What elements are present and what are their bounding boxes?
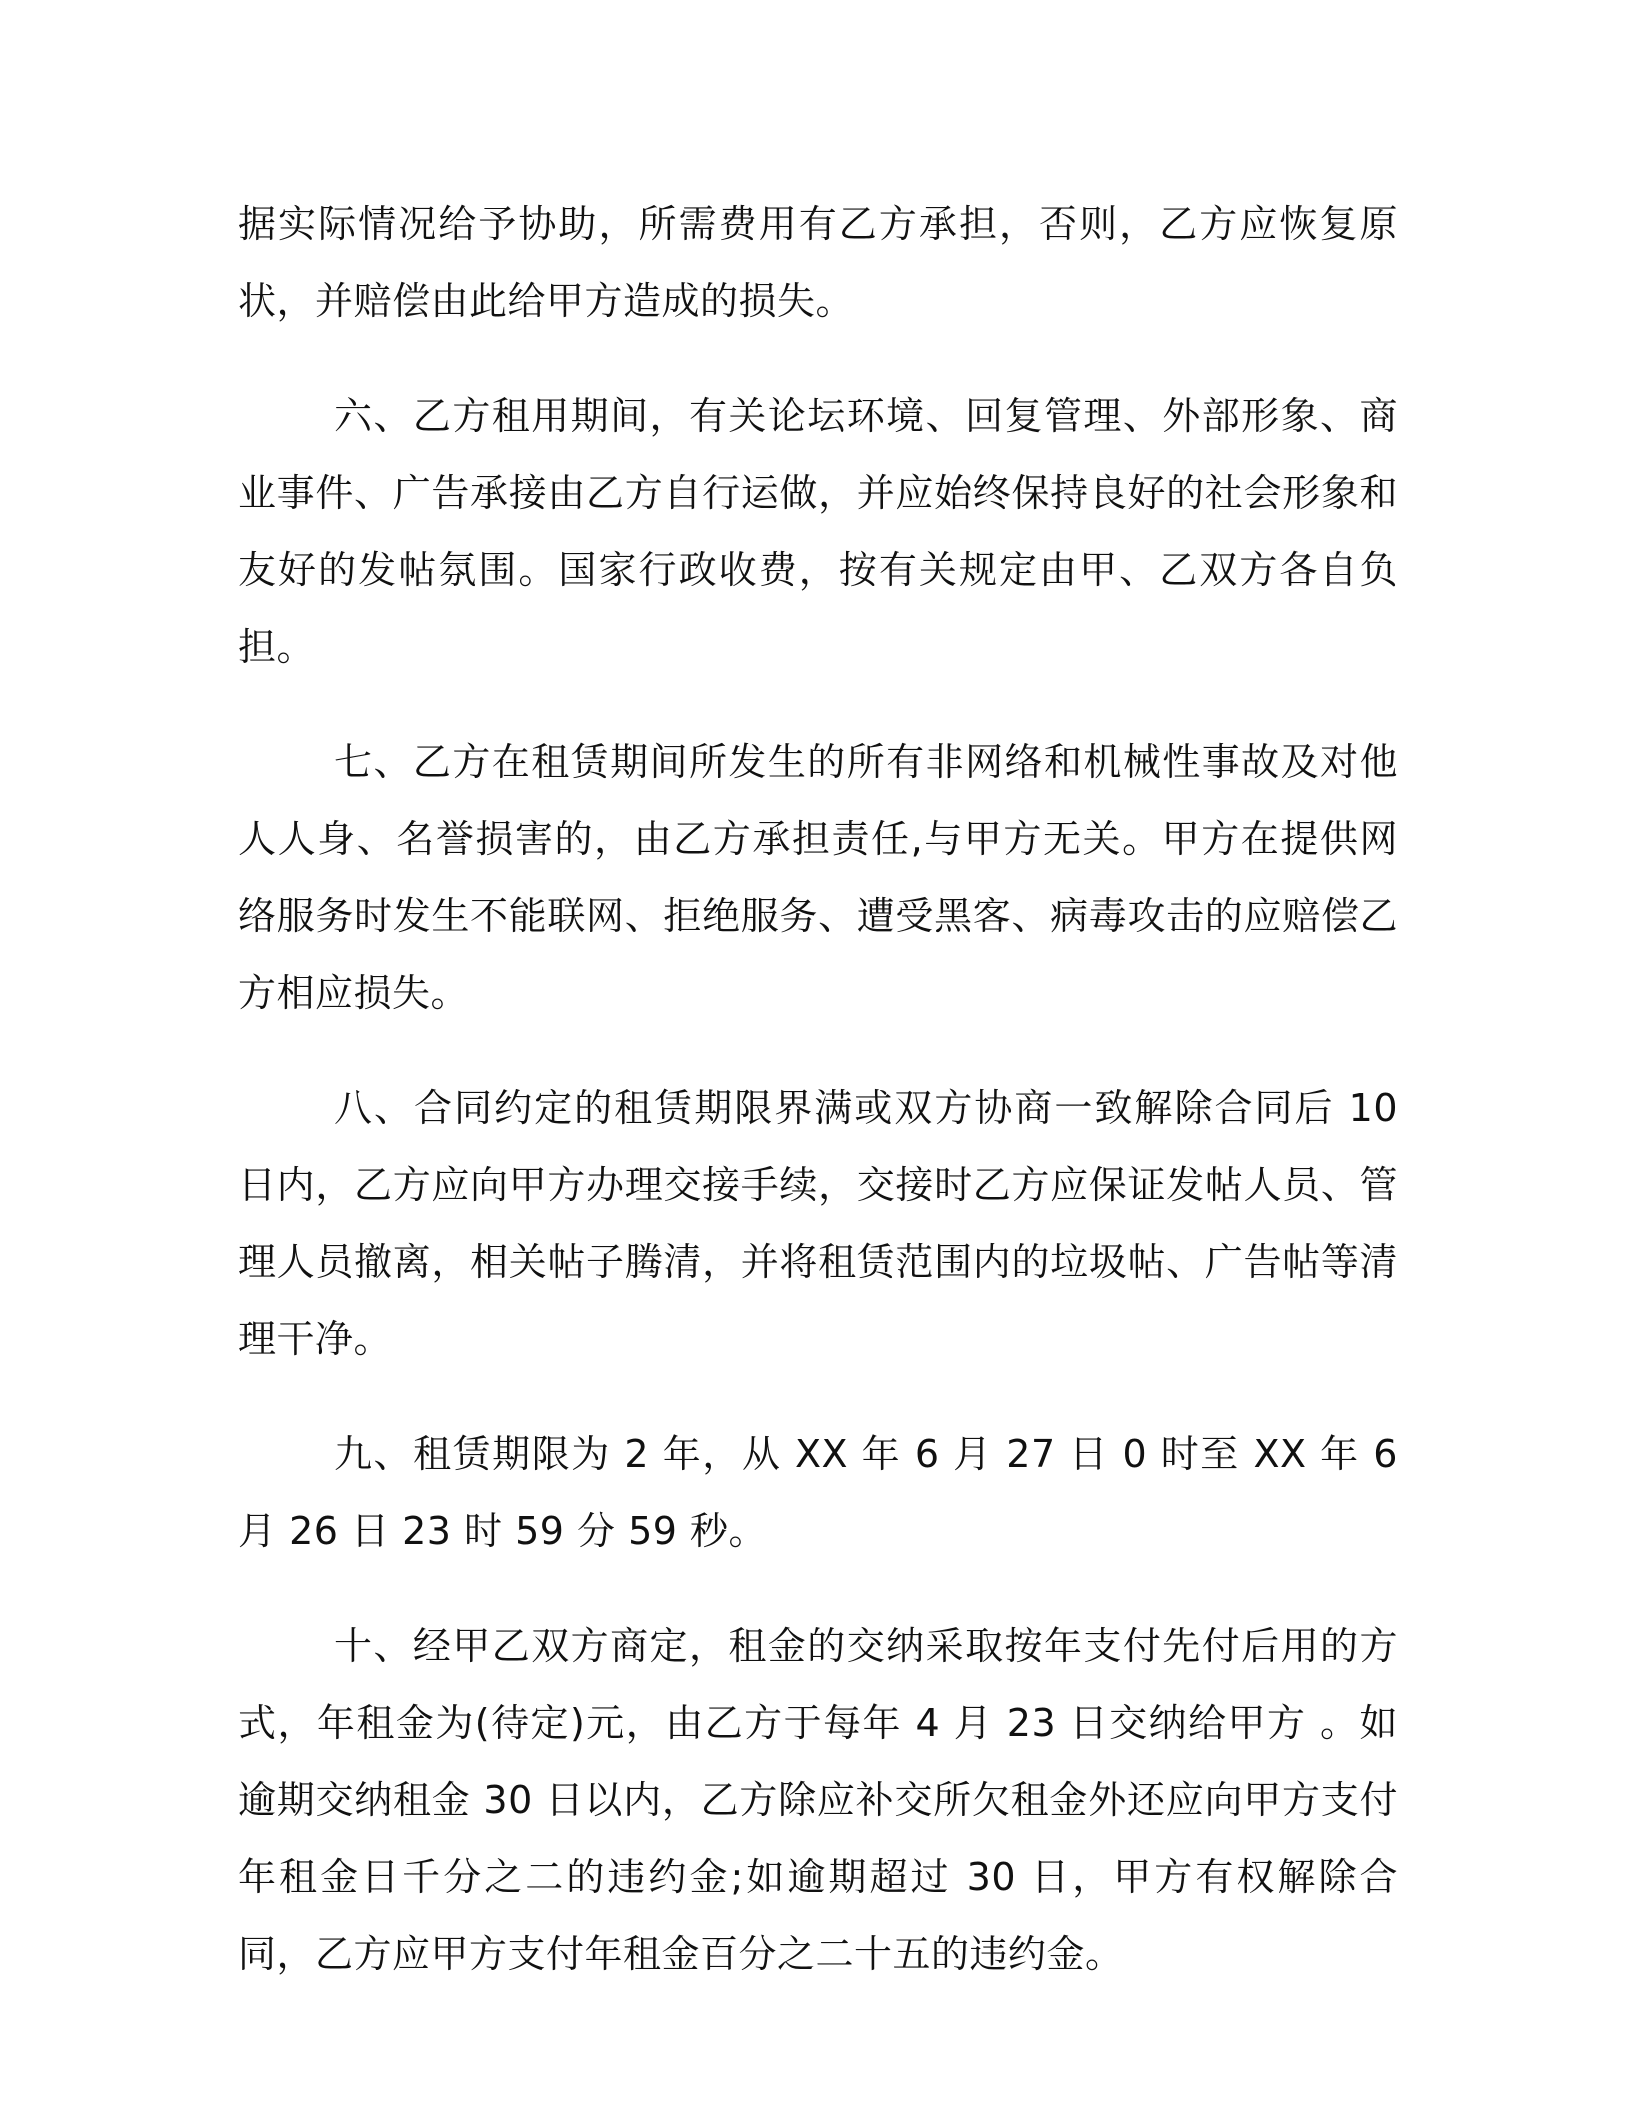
paragraph-clause-8: 八、合同约定的租赁期限界满或双方协商一致解除合同后 10 日内，乙方应向甲方办理交接手续，交接时乙方应保证发帖人员、管理人员撤离，相关帖子腾清，并将租赁范围内的垃圾帖、广告帖等清理干净。 <box>238 1086 1398 1361</box>
document-body <box>238 186 1398 2031</box>
paragraph-continuation: 据实际情况给予协助，所需费用有乙方承担，否则，乙方应恢复原状，并赔偿由此给甲方造成的损失。 <box>238 202 1398 323</box>
paragraph-clause-6: 六、乙方租用期间，有关论坛环境、回复管理、外部形象、商业事件、广告承接由乙方自行运做，并应始终保持良好的社会形象和友好的发帖氛围。国家行政收费，按有关规定由甲、乙双方各自负担。 <box>238 394 1398 669</box>
paragraph-clause-10: 十、经甲乙双方商定，租金的交纳采取按年支付先付后用的方式，年租金为(待定)元，由乙方于每年 4 月 23 日交纳给甲方 。如逾期交纳租金 30 日以内，乙方除应补交所欠租金外还应向甲方支付年租金日千分之二的违约金;如逾期超过 30 日，甲方有权解除合同，乙方应甲方支付年租金百分之二十五的违约金。 <box>238 1624 1398 1976</box>
paragraph-clause-9: 九、租赁期限为 2 年，从 XX 年 6 月 27 日 0 时至 XX 年 6 月 26 日 23 时 59 分 59 秒。 <box>238 1432 1398 1553</box>
paragraph-clause-7: 七、乙方在租赁期间所发生的所有非网络和机械性事故及对他人人身、名誉损害的，由乙方承担责任,与甲方无关。甲方在提供网络服务时发生不能联网、拒绝服务、遭受黑客、病毒攻击的应赔偿乙方相应损失。 <box>238 740 1398 1015</box>
